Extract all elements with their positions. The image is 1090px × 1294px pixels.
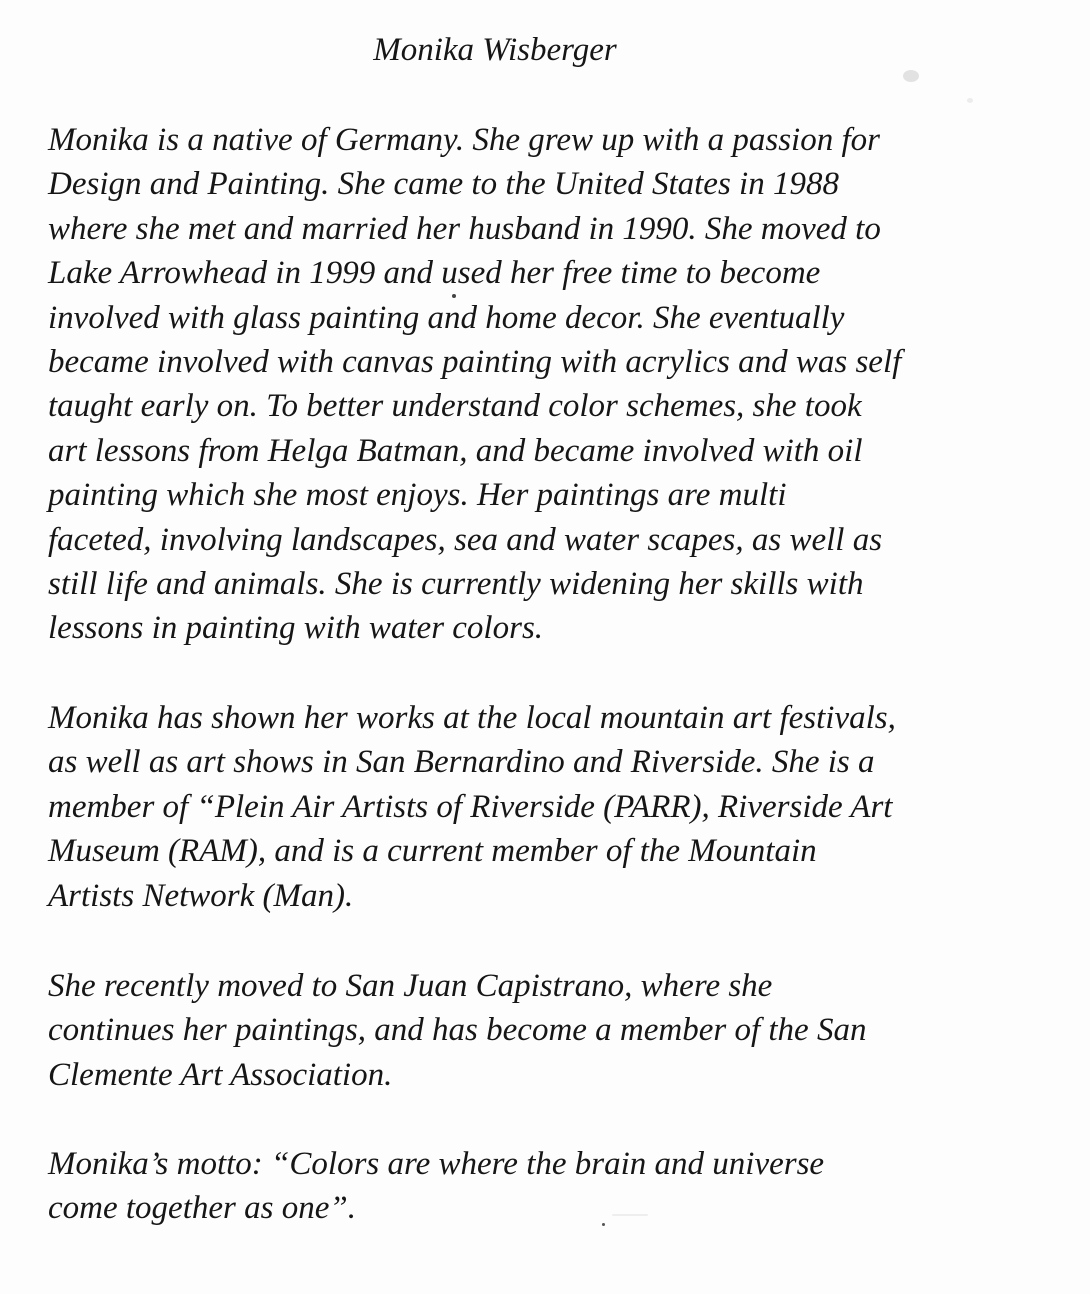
paragraph-line: faceted, involving landscapes, sea and water scapes, as well as (48, 521, 883, 558)
paragraph-line: Clemente Art Association. (48, 1056, 393, 1093)
paragraph-line: art lessons from Helga Batman, and became involved with oil (48, 432, 863, 469)
paragraph-line: as well as art shows in San Bernardino and Riverside. She is a (48, 744, 875, 781)
paragraph-line: Monika’s motto: “Colors are where the brain and universe (48, 1146, 825, 1182)
bio-paragraph-exhibitions (48, 696, 1058, 918)
paragraph-line: She recently moved to San Juan Capistrano, where she (48, 968, 773, 1004)
paragraph-line: involved with glass painting and home decor. She eventually (48, 299, 845, 336)
scan-speck (612, 1214, 648, 1216)
paragraph-line: Artists Network (Man). (48, 877, 354, 914)
paragraph-line: Monika has shown her works at the local mountain art festivals, (48, 700, 896, 736)
paragraph-line: taught early on. To better understand color schemes, she took (48, 388, 862, 425)
paragraph-line: Museum (RAM), and is a current member of the Mountain (48, 833, 817, 870)
document-title: Monika Wisberger (373, 32, 617, 68)
scan-speck (903, 70, 919, 82)
paragraph-line: lessons in painting with water colors. (48, 610, 544, 647)
paragraph-line: Design and Painting. She came to the United States in 1988 (48, 166, 839, 203)
paragraph-line: Lake Arrowhead in 1999 and used her free time to become (48, 255, 821, 292)
scan-speck (452, 294, 456, 298)
scan-speck (602, 1223, 605, 1226)
paragraph-line: still life and animals. She is currently widening her skills with (48, 566, 864, 603)
paragraph-line: where she met and married her husband in 1990. She moved to (48, 210, 881, 247)
paragraph-line: became involved with canvas painting with acrylics and was self (48, 344, 902, 381)
paragraph-line: member of “Plein Air Artists of Riverside (PARR), Riverside Art (48, 788, 893, 825)
paragraph-line: painting which she most enjoys. Her paintings are multi (48, 477, 787, 514)
paragraph-line: come together as one”. (48, 1190, 356, 1227)
paragraph-line: continues her paintings, and has become a member of the San (48, 1012, 867, 1049)
bio-paragraph-background (48, 118, 1058, 651)
scan-speck (967, 98, 973, 103)
bio-paragraph-relocation (48, 964, 1058, 1097)
bio-paragraph-motto (48, 1142, 1058, 1231)
paragraph-line: Monika is a native of Germany. She grew up with a passion for (48, 122, 880, 158)
